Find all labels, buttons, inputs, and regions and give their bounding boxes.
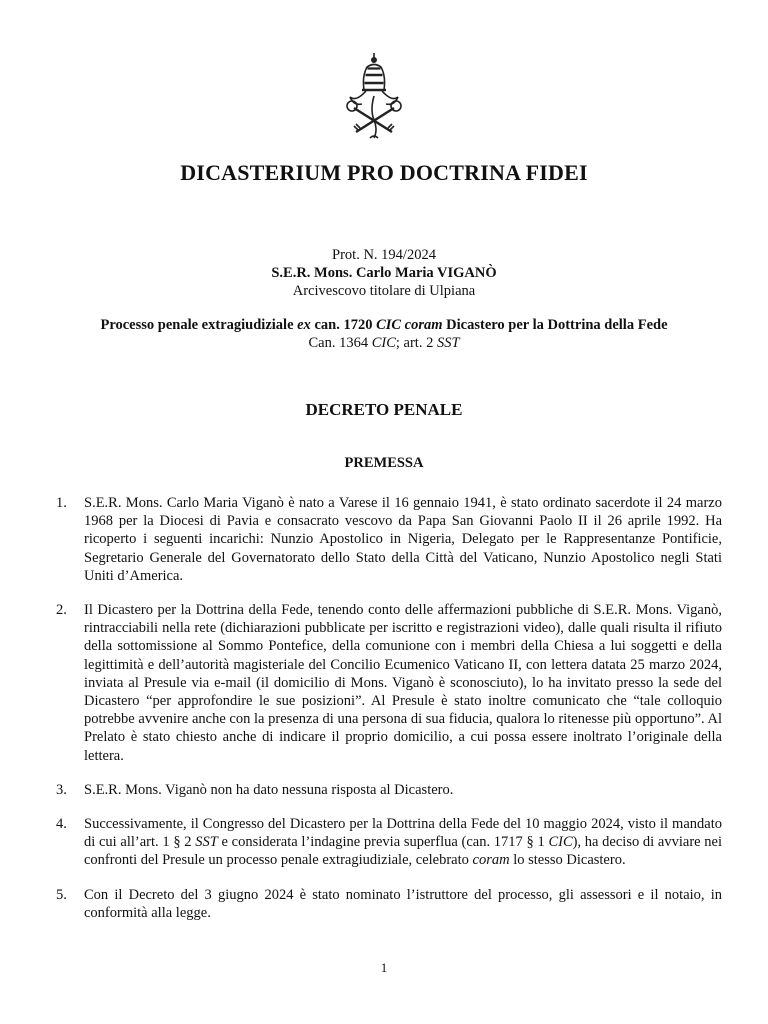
item-text: Successivamente, il Congresso del Dicastero per la Dottrina della Fede del 10 maggio 2024, visto il mandato di cui all’art. 1 § 2 SST e considerata l’indagine previa superflua (can. 1717 § 1 CIC), ha deciso di avviare nei confronti del Presule un processo penale extragiudiziale, celebrato coram lo stesso Dicastero. <box>84 816 723 869</box>
premessa-list <box>56 494 722 938</box>
addressee-name: S.E.R. Mons. Carlo Maria VIGANÒ <box>271 265 497 281</box>
list-item <box>56 781 722 799</box>
decree-title: DECRETO PENALE <box>305 400 463 419</box>
item-number: 3. <box>56 781 67 798</box>
item-text: Il Dicastero per la Dottrina della Fede, tenendo conto delle affermazioni pubbliche di S.E.R. Mons. Viganò, rintracciabili nella rete (dichiarazioni pubblicate per iscritto e registrazioni video), dalle quali risulta il rifiuto della sottomissione al Sommo Pontefice, della comunione con i membri della Chiesa a lui soggetti e della legittimità e dell’autorità magisteriale del Concilio Ecumenico Vaticano II, con lettera datata 25 marzo 2024, inviata al Presule via e-mail (il domicilio di Mons. Viganò è sconosciuto), lo ha invitato presso la sede del Dicastero “per approfondire le sue posizioni”. Al Presule è stato inoltre comunicato che “tale colloquio potrebbe avvenire anche con la presenza di una persona di sua fiducia, qualora lo ritenesse più opportuno”. Al Prelato è stato chiesto anche di indicare il proprio domicilio, a cui possa essere inoltrato l’originale della lettera. <box>84 602 722 764</box>
item-text: S.E.R. Mons. Carlo Maria Viganò è nato a Varese il 16 gennaio 1941, è stato ordinato sacerdote il 24 marzo 1968 per la Diocesi di Pavia e consacrato vescovo da Papa San Giovanni Paolo II il 26 aprile 1992. Ha ricoperto i seguenti incarichi: Nunzio Apostolico in Nigeria, Delegato per le Rappresentanze Pontificie, Segretario Generale del Governatorato dello Stato della Città del Vaticano, Nunzio Apostolico negli Stati Uniti d’America. <box>84 495 722 584</box>
list-item <box>56 886 722 922</box>
process-line-2: Can. 1364 CIC; art. 2 SST <box>308 335 460 351</box>
item-text: S.E.R. Mons. Viganò non ha dato nessuna risposta al Dicastero. <box>84 781 454 798</box>
item-text: Con il Decreto del 3 giugno 2024 è stato nominato l’istruttore del processo, gli assessori e il notaio, in conformità alla legge. <box>84 886 722 921</box>
dicastery-title: DICASTERIUM PRO DOCTRINA FIDEI <box>180 160 588 185</box>
page-number: 1 <box>380 960 388 975</box>
item-number: 1. <box>56 495 67 511</box>
protocol-number: Prot. N. 194/2024 <box>332 247 436 263</box>
item-number: 2. <box>56 602 67 619</box>
item-number: 5. <box>56 886 67 903</box>
list-item <box>56 815 722 870</box>
section-title: PREMESSA <box>344 455 424 471</box>
item-number: 4. <box>56 816 67 833</box>
list-item <box>56 494 722 585</box>
process-line-1: Processo penale extragiudiziale ex can. 1720 CIC coram Dicastero per la Dottrina della Fede <box>100 317 668 333</box>
papal-keys-tiara-emblem-icon <box>340 50 408 142</box>
addressee-role: Arcivescovo titolare di Ulpiana <box>292 283 476 299</box>
list-item <box>56 601 722 765</box>
